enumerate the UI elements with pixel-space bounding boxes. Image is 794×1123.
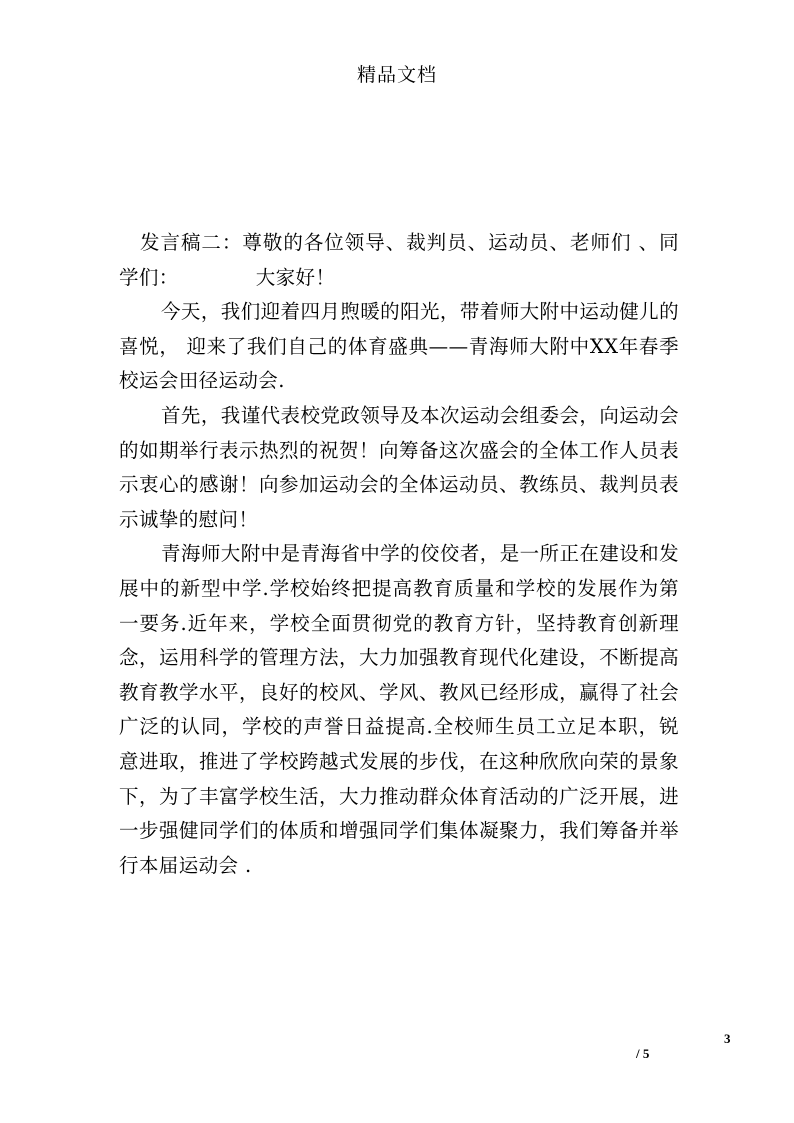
- greeting-text: 大家好！: [255, 265, 336, 289]
- page-total: / 5: [636, 1046, 650, 1061]
- opening-paragraph: [119, 226, 679, 295]
- document-header-title: 精品文档: [356, 64, 437, 86]
- body-paragraph-3: 青海师大附中是青海省中学的佼佼者，是一所正在建设和发展中的新型中学.学校始终把提高教育质量和学校的发展作为第一要务.近年来，学校全面贯彻党的教育方针，坚持教育创新理念，运用科学的管理方法，大力加强教育现代化建设，不断提高教育教学水平，良好的校风、学风、教风已经形成，赢得了社会广泛的认同，学校的声誉日益提高.全校师生员工立足本职，锐意进取，推进了学校跨越式发展的步伐，在这种欣欣向荣的景象下，为了丰富学校生活，大力推动群众体育活动的广泛开展，进一步强健同学们的体质和增强同学们集体凝聚力，我们筹备并举行本届运动会 .: [119, 542, 679, 877]
- body-paragraph-1: 今天，我们迎着四月煦暖的阳光，带着师大附中运动健儿的喜悦， 迎来了我们自己的体育盛典——青海师大附中XX年春季校运会田径运动会.: [119, 300, 679, 393]
- document-body: [119, 226, 679, 883]
- salutation-text: 发言稿二：尊敬的各位领导、裁判员、运动员、老师们 、同学们：: [119, 231, 679, 289]
- body-paragraph-2: 首先，我谨代表校党政领导及本次运动会组委会，向运动会的如期举行表示热烈的祝贺！向筹备这次盛会的全体工作人员表示衷心的感谢！向参加运动会的全体运动员、教练员、裁判员表示诚挚的慰问！: [119, 403, 679, 531]
- page-number: 3: [724, 1031, 731, 1046]
